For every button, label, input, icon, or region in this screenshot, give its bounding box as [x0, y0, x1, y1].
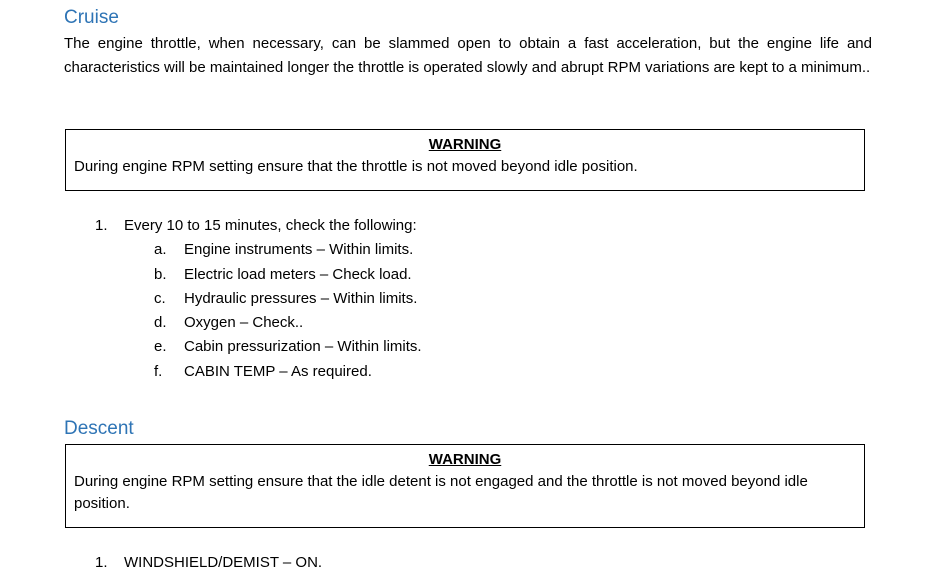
- cruise-substep-b-text: Electric load meters – Check load.: [184, 265, 412, 283]
- cruise-substep-b: [0, 263, 422, 287]
- cruise-step-1-number: 1.: [95, 217, 108, 234]
- cruise-substep-d-letter: d.: [154, 314, 167, 332]
- cruise-substep-c-text: Hydraulic pressures – Within limits.: [184, 289, 418, 307]
- cruise-warning-box: [65, 129, 865, 191]
- cruise-warning-title: WARNING: [428, 136, 502, 153]
- cruise-heading: Cruise: [64, 7, 119, 28]
- cruise-checklist: [0, 214, 422, 384]
- cruise-substep-e-letter: e.: [154, 338, 167, 356]
- cruise-substep-f-text: CABIN TEMP – As required.: [184, 362, 372, 380]
- cruise-substep-a: [0, 238, 422, 262]
- cruise-substep-b-letter: b.: [154, 265, 167, 283]
- cruise-step-1: [0, 214, 422, 238]
- cruise-step-1-text: Every 10 to 15 minutes, check the following:: [124, 217, 417, 234]
- cruise-paragraph: The engine throttle, when necessary, can be slammed open to obtain a fast acceleration, but the engine life and characteristics will be maintained longer the throttle is operated slowly and abrupt RPM variations are kept to a minimum..: [64, 35, 872, 76]
- cruise-substep-f-letter: f.: [154, 362, 163, 380]
- cruise-substep-e: [0, 335, 422, 359]
- cruise-substep-c: [0, 287, 422, 311]
- cruise-substep-d: [0, 311, 422, 335]
- descent-warning-title: WARNING: [428, 451, 502, 468]
- cruise-substep-a-letter: a.: [154, 241, 167, 259]
- cruise-substep-a-text: Engine instruments – Within limits.: [184, 241, 414, 259]
- descent-warning-text: During engine RPM setting ensure that the idle detent is not engaged and the throttle is not moved beyond idle position.: [74, 473, 808, 512]
- descent-warning-box: [65, 444, 865, 528]
- cruise-substep-f: [0, 360, 422, 384]
- cruise-substep-c-letter: c.: [154, 289, 166, 307]
- cruise-substep-d-text: Oxygen – Check..: [184, 314, 304, 332]
- descent-step-1-text: WINDSHIELD/DEMIST – ON.: [124, 554, 323, 571]
- descent-heading: Descent: [64, 418, 134, 439]
- cruise-substep-e-text: Cabin pressurization – Within limits.: [184, 338, 422, 356]
- cruise-warning-text: During engine RPM setting ensure that the throttle is not moved beyond idle position.: [74, 158, 638, 175]
- descent-checklist: [0, 551, 322, 575]
- descent-step-1: [0, 551, 322, 575]
- descent-step-1-number: 1.: [95, 554, 108, 571]
